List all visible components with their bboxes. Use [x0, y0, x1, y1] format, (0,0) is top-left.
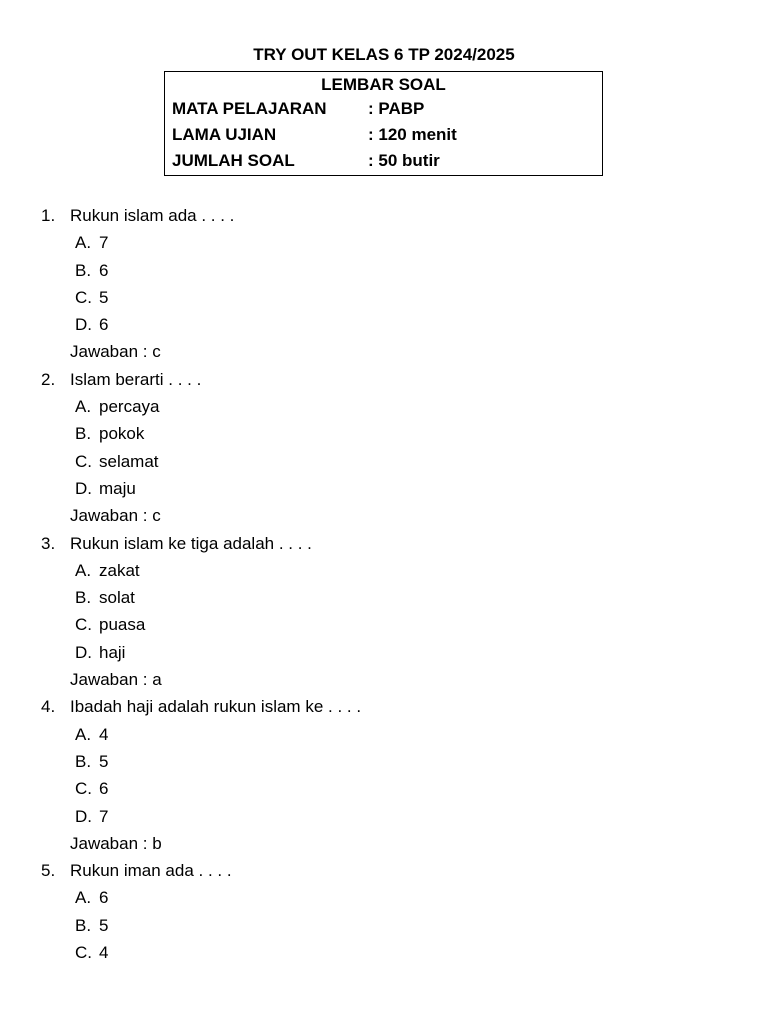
answer-key: Jawaban : c [70, 506, 161, 526]
option-letter: C. [75, 615, 92, 635]
answer-key: Jawaban : b [70, 833, 162, 853]
option-text: 4 [99, 943, 109, 963]
question-number: 4. [41, 697, 56, 717]
answer-option [0, 721, 768, 748]
question-number: 1. [41, 206, 56, 225]
option-text: 4 [99, 724, 109, 744]
option-letter: A. [75, 888, 92, 908]
option-letter: B. [75, 588, 92, 608]
answer-option [0, 639, 768, 666]
box-title: LEMBAR SOAL [321, 75, 446, 94]
answer-option [0, 775, 768, 802]
option-letter: A. [75, 397, 92, 417]
option-letter: D. [75, 642, 92, 662]
question-item [0, 857, 768, 884]
question-text: Rukun iman ada . . . . [70, 861, 232, 881]
option-letter: A. [75, 560, 92, 580]
option-text: percaya [99, 397, 160, 417]
option-text: 6 [99, 260, 109, 280]
exam-info-box [164, 71, 603, 176]
answer-option [0, 420, 768, 447]
answer-key: Jawaban : a [70, 670, 162, 690]
question-list [0, 202, 768, 966]
option-letter: B. [75, 915, 92, 935]
answer-key-line [0, 502, 768, 529]
question-text: Islam berarti . . . . [70, 369, 202, 389]
question-item [0, 693, 768, 720]
option-text: haji [99, 642, 126, 662]
option-letter: A. [75, 233, 92, 253]
answer-option [0, 748, 768, 775]
option-text: puasa [99, 615, 146, 635]
info-row-count [172, 151, 440, 171]
document-title: TRY OUT KELAS 6 TP 2024/2025 [253, 45, 515, 64]
question-text: Ibadah haji adalah rukun islam ke . . . . [70, 697, 362, 717]
option-text: selamat [99, 451, 159, 471]
answer-option [0, 912, 768, 939]
option-letter: C. [75, 287, 92, 307]
info-label: LAMA UJIAN [172, 125, 277, 144]
answer-option [0, 284, 768, 311]
info-value: : PABP [368, 99, 425, 118]
answer-key-line [0, 830, 768, 857]
answer-key: Jawaban : c [70, 342, 161, 362]
question-text: Rukun islam ke tiga adalah . . . . [70, 533, 312, 553]
info-value: : 120 menit [368, 125, 457, 144]
option-text: 5 [99, 287, 109, 307]
question-number: 5. [41, 861, 56, 881]
option-text: 6 [99, 315, 109, 335]
option-text: 5 [99, 915, 109, 935]
option-letter: C. [75, 943, 92, 963]
answer-option [0, 584, 768, 611]
option-text: zakat [99, 560, 140, 580]
info-label: JUMLAH SOAL [172, 151, 295, 170]
info-row-duration [172, 125, 457, 145]
option-letter: D. [75, 478, 92, 498]
option-letter: B. [75, 751, 92, 771]
option-letter: B. [75, 260, 92, 280]
option-letter: D. [75, 315, 92, 335]
option-text: pokok [99, 424, 145, 444]
option-letter: C. [75, 779, 92, 799]
question-item [0, 530, 768, 557]
answer-option [0, 939, 768, 966]
option-text: 7 [99, 806, 109, 826]
option-text: 6 [99, 888, 109, 908]
answer-option [0, 311, 768, 338]
answer-option [0, 257, 768, 284]
answer-option [0, 557, 768, 584]
answer-key-line [0, 338, 768, 365]
option-text: 5 [99, 751, 109, 771]
info-row-subject [172, 99, 424, 119]
question-number: 3. [41, 533, 56, 553]
option-letter: C. [75, 451, 92, 471]
answer-option [0, 475, 768, 502]
question-number: 2. [41, 369, 56, 389]
answer-key-line [0, 666, 768, 693]
answer-option [0, 884, 768, 911]
option-text: 6 [99, 779, 109, 799]
option-letter: A. [75, 724, 92, 744]
question-item [0, 366, 768, 393]
info-value: : 50 butir [368, 151, 440, 170]
info-label: MATA PELAJARAN [172, 99, 327, 118]
answer-option [0, 393, 768, 420]
answer-option [0, 803, 768, 830]
option-letter: D. [75, 806, 92, 826]
answer-option [0, 611, 768, 638]
question-text: Rukun islam ada . . . . [70, 206, 235, 225]
question-item [0, 202, 768, 229]
answer-option [0, 229, 768, 256]
answer-option [0, 448, 768, 475]
option-text: 7 [99, 233, 109, 253]
option-letter: B. [75, 424, 92, 444]
option-text: maju [99, 478, 136, 498]
option-text: solat [99, 588, 135, 608]
